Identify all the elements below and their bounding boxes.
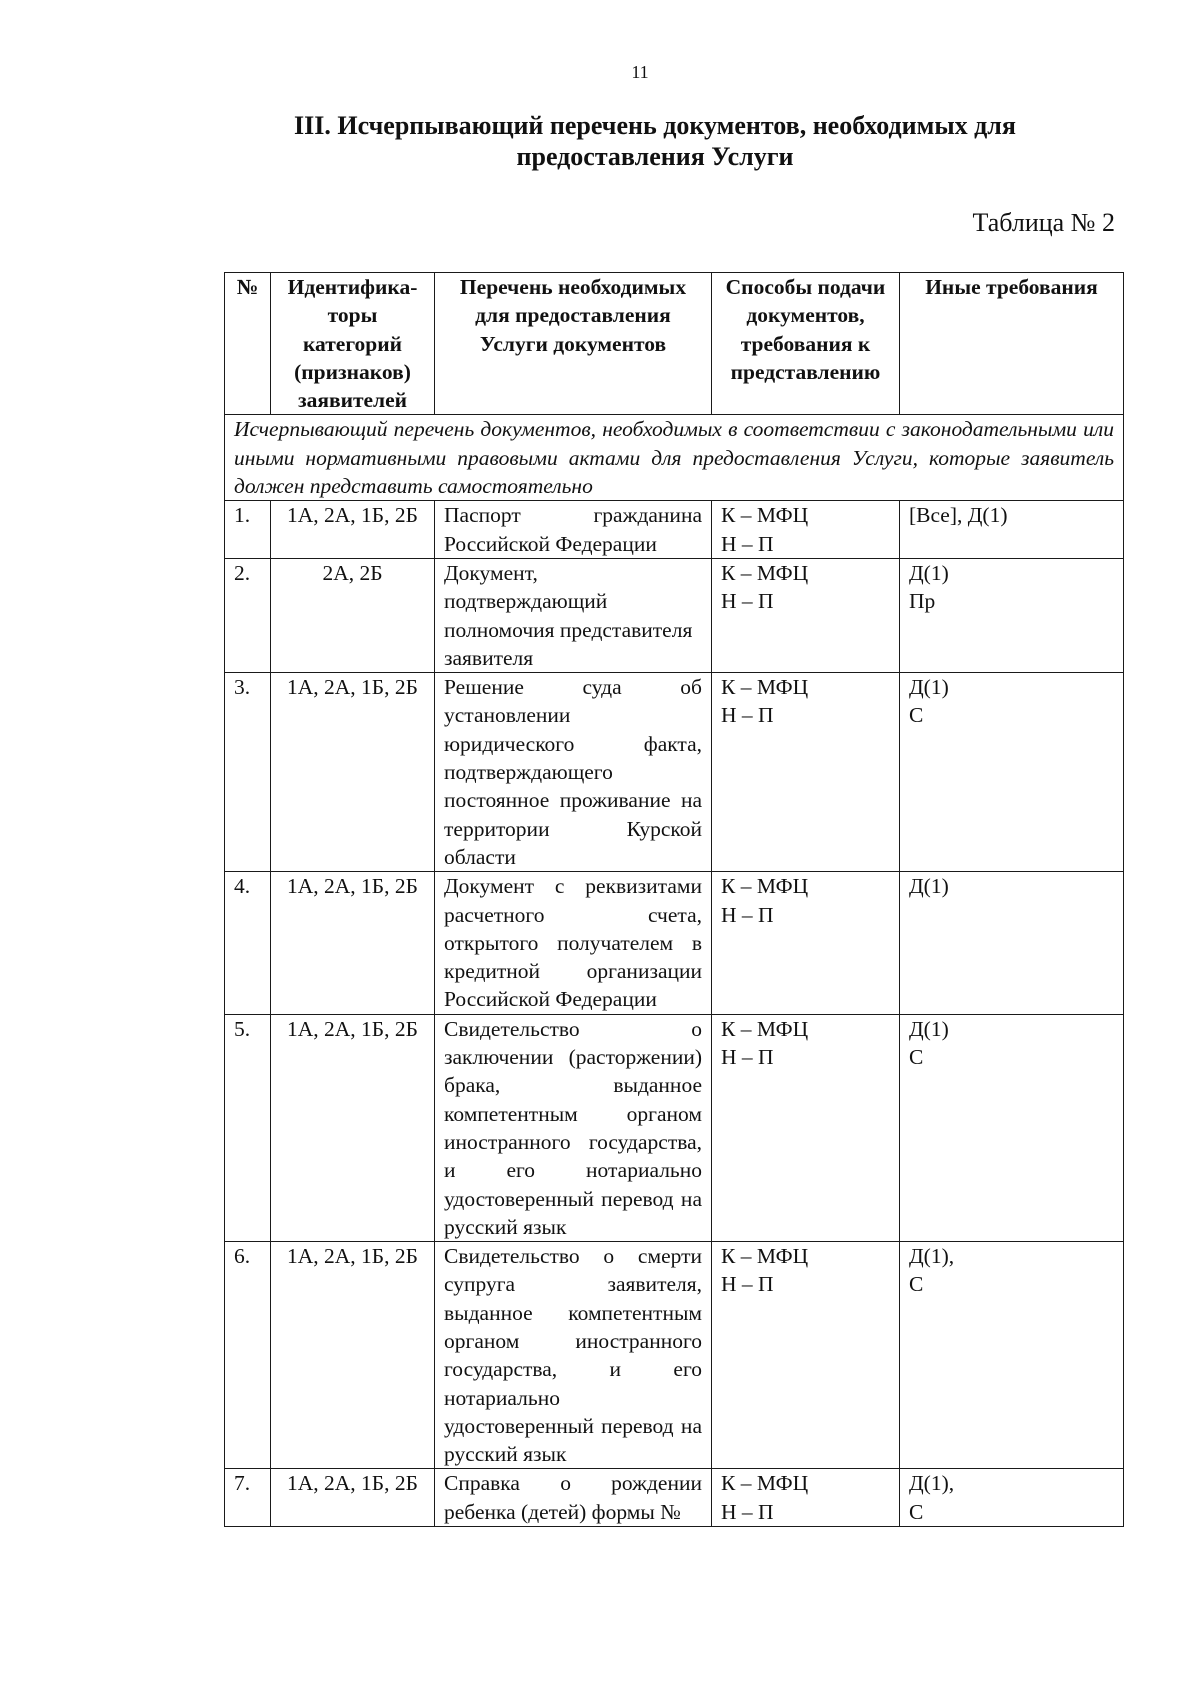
- table-caption: Таблица № 2: [972, 208, 1115, 237]
- table-header-row: [225, 273, 1124, 415]
- row-document: Справка о рождении ребенка (детей) формы №: [435, 1469, 712, 1527]
- requirement-line: С: [909, 1045, 924, 1070]
- row-categories: 1А, 2А, 1Б, 2Б: [271, 501, 435, 559]
- requirement-line: С: [909, 1499, 924, 1524]
- submission-line: К – МФЦ: [721, 560, 809, 585]
- row-number: 1.: [225, 501, 271, 559]
- row-requirements: [900, 872, 1124, 1014]
- row-number: 7.: [225, 1469, 271, 1527]
- row-submission: [712, 501, 900, 559]
- submission-line: К – МФЦ: [721, 1471, 809, 1496]
- row-document: Свидетельство о заключении (расторжении) брака, выданное компетентным органом иностранного государства, и его нотариально удостоверенный перевод на русский язык: [435, 1014, 712, 1241]
- row-document: Документ с реквизитами расчетного счета, открытого получателем в кредитной организации Российской Федерации: [435, 872, 712, 1014]
- row-document: Свидетельство о смерти супруга заявителя, выданное компетентным органом иностранного государства, и его нотариально удостоверенный перевод на русский язык: [435, 1242, 712, 1469]
- header-submission-methods: Способы подачи документов, требования к представлению: [712, 273, 900, 415]
- table-row: [225, 1014, 1124, 1241]
- requirement-line: Д(1),: [909, 1244, 955, 1269]
- row-number: 3.: [225, 673, 271, 872]
- table-row: [225, 501, 1124, 559]
- row-document: Паспорт гражданина Российской Федерации: [435, 501, 712, 559]
- table-row: [225, 673, 1124, 872]
- header-other-requirements: Иные требования: [900, 273, 1124, 415]
- requirement-line: С: [909, 1272, 924, 1297]
- row-requirements: [900, 1242, 1124, 1469]
- requirement-line: Д(1): [909, 1016, 949, 1041]
- requirement-line: Д(1): [909, 675, 949, 700]
- row-number: 2.: [225, 558, 271, 672]
- page-number: 11: [631, 62, 649, 82]
- requirement-line: [Все], Д(1): [909, 503, 1008, 528]
- row-categories: 1А, 2А, 1Б, 2Б: [271, 1014, 435, 1241]
- section-row-text: Исчерпывающий перечень документов, необходимых в соответствии с законодательными или иными нормативными правовыми актами для предоставления Услуги, которые заявитель должен представить самостоятельно: [225, 415, 1124, 501]
- row-submission: [712, 1469, 900, 1527]
- submission-line: Н – П: [721, 1045, 774, 1070]
- section-heading: III. Исчерпывающий перечень документов, необходимых для предоставления Услуги: [294, 111, 1016, 171]
- table-row: [225, 1469, 1124, 1527]
- documents-table: [224, 272, 1124, 1527]
- requirement-line: Д(1),: [909, 1471, 955, 1496]
- table-row: [225, 558, 1124, 672]
- header-number: №: [225, 273, 271, 415]
- row-submission: [712, 673, 900, 872]
- row-submission: [712, 558, 900, 672]
- row-submission: [712, 872, 900, 1014]
- requirement-line: Д(1): [909, 874, 949, 899]
- submission-line: Н – П: [721, 902, 774, 927]
- row-categories: 1А, 2А, 1Б, 2Б: [271, 1469, 435, 1527]
- row-number: 4.: [225, 872, 271, 1014]
- row-number: 6.: [225, 1242, 271, 1469]
- submission-line: Н – П: [721, 589, 774, 614]
- submission-line: К – МФЦ: [721, 503, 809, 528]
- submission-line: К – МФЦ: [721, 1016, 809, 1041]
- section-row: [225, 415, 1124, 501]
- table-row: [225, 1242, 1124, 1469]
- submission-line: К – МФЦ: [721, 874, 809, 899]
- row-requirements: [900, 1014, 1124, 1241]
- submission-line: Н – П: [721, 1272, 774, 1297]
- row-document: Решение суда об установлении юридического факта, подтверждающего постоянное проживание на территории Курской области: [435, 673, 712, 872]
- row-submission: [712, 1014, 900, 1241]
- row-submission: [712, 1242, 900, 1469]
- submission-line: Н – П: [721, 1499, 774, 1524]
- submission-line: Н – П: [721, 531, 774, 556]
- row-categories: 2А, 2Б: [271, 558, 435, 672]
- row-categories: 1А, 2А, 1Б, 2Б: [271, 872, 435, 1014]
- row-document: Документ, подтверждающий полномочия представителя заявителя: [435, 558, 712, 672]
- table-row: [225, 872, 1124, 1014]
- row-categories: 1А, 2А, 1Б, 2Б: [271, 1242, 435, 1469]
- row-number: 5.: [225, 1014, 271, 1241]
- row-categories: 1А, 2А, 1Б, 2Б: [271, 673, 435, 872]
- requirement-line: Пр: [909, 589, 936, 614]
- row-requirements: [900, 673, 1124, 872]
- header-categories: Идентифика-торы категорий (признаков) заявителей: [271, 273, 435, 415]
- row-requirements: [900, 558, 1124, 672]
- requirement-line: Д(1): [909, 560, 949, 585]
- submission-line: К – МФЦ: [721, 1244, 809, 1269]
- submission-line: Н – П: [721, 703, 774, 728]
- row-requirements: [900, 1469, 1124, 1527]
- header-documents: Перечень необходимых для предоставления Услуги документов: [435, 273, 712, 415]
- requirement-line: С: [909, 703, 924, 728]
- submission-line: К – МФЦ: [721, 675, 809, 700]
- row-requirements: [900, 501, 1124, 559]
